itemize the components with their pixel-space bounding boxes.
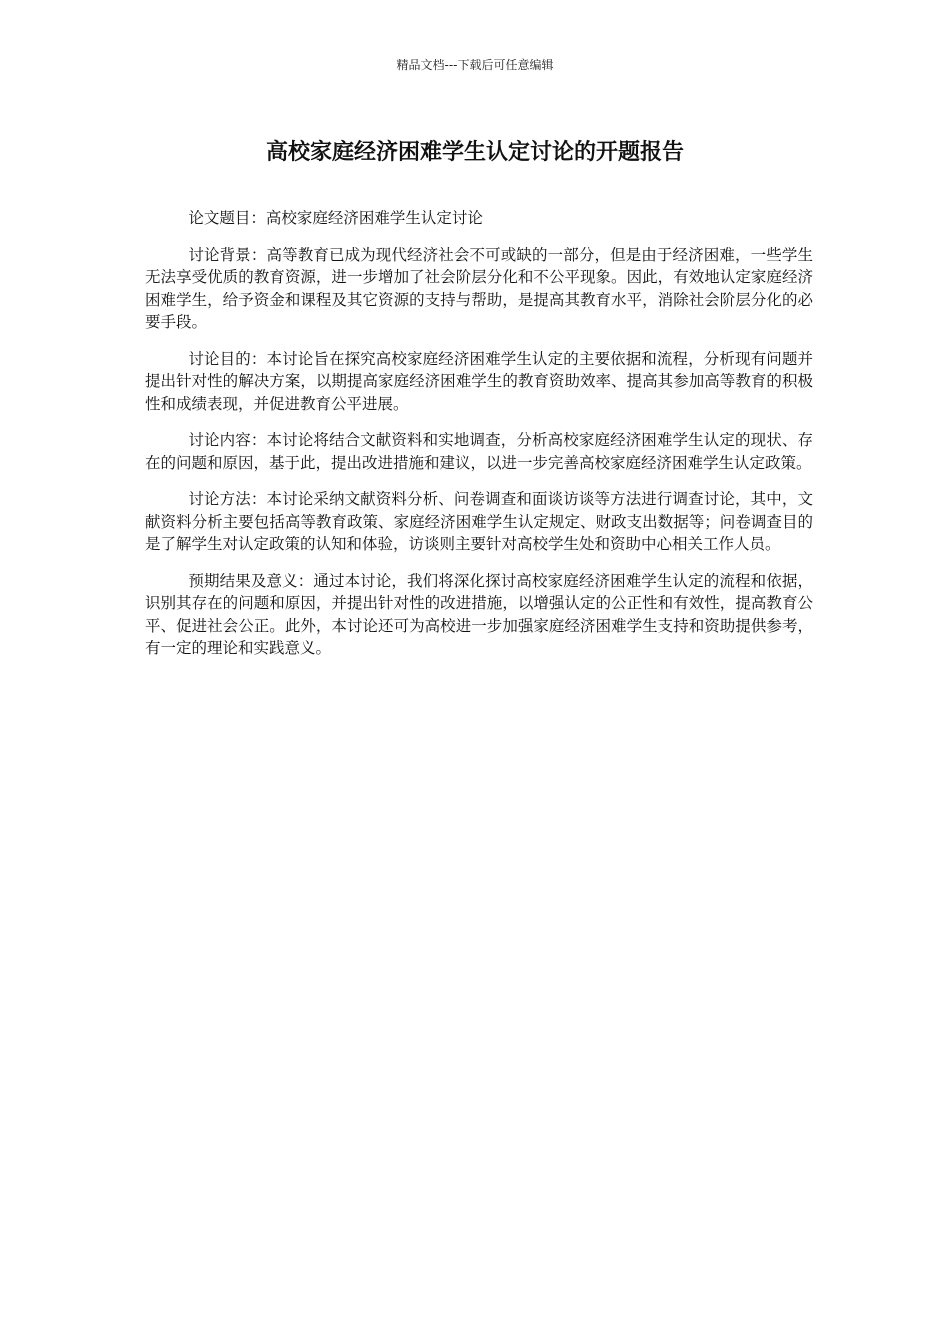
document-body (145, 207, 813, 674)
paragraph-expected-results: 预期结果及意义：通过本讨论，我们将深化探讨高校家庭经济困难学生认定的流程和依据，识别其存在的问题和原因，并提出针对性的改进措施，以增强认定的公正性和有效性，提高教育公平、促进社会公正。此外，本讨论还可为高校进一步加强家庭经济困难学生支持和资助提供参考，有一定的理论和实践意义。 (145, 571, 813, 657)
paragraph-methods: 讨论方法：本讨论采纳文献资料分析、问卷调查和面谈访谈等方法进行调查讨论，其中，文献资料分析主要包括高等教育政策、家庭经济困难学生认定规定、财政支出数据等；问卷调查目的是了解学生对认定政策的认知和体验，访谈则主要针对高校学生处和资助中心相关工作人员。 (145, 490, 813, 553)
paragraph-thesis-topic: 论文题目：高校家庭经济困难学生认定讨论 (188, 209, 483, 227)
header-note: 精品文档---下载后可任意编辑 (396, 58, 554, 72)
paragraph-content: 讨论内容：本讨论将结合文献资料和实地调查，分析高校家庭经济困难学生认定的现状、存在的问题和原因，基于此，提出改进措施和建议，以进一步完善高校家庭经济困难学生认定政策。 (145, 431, 813, 472)
paragraph-background: 讨论背景：高等教育已成为现代经济社会不可或缺的一部分，但是由于经济困难，一些学生无法享受优质的教育资源，进一步增加了社会阶层分化和不公平现象。因此，有效地认定家庭经济困难学生，给予资金和课程及其它资源的支持与帮助，是提高其教育水平，消除社会阶层分化的必要手段。 (145, 245, 813, 331)
document-title: 高校家庭经济困难学生认定讨论的开题报告 (265, 140, 684, 165)
paragraph-purpose: 讨论目的：本讨论旨在探究高校家庭经济困难学生认定的主要依据和流程，分析现有问题并提出针对性的解决方案，以期提高家庭经济困难学生的教育资助效率、提高其参加高等教育的积极性和成绩表现，并促进教育公平进展。 (145, 349, 813, 413)
